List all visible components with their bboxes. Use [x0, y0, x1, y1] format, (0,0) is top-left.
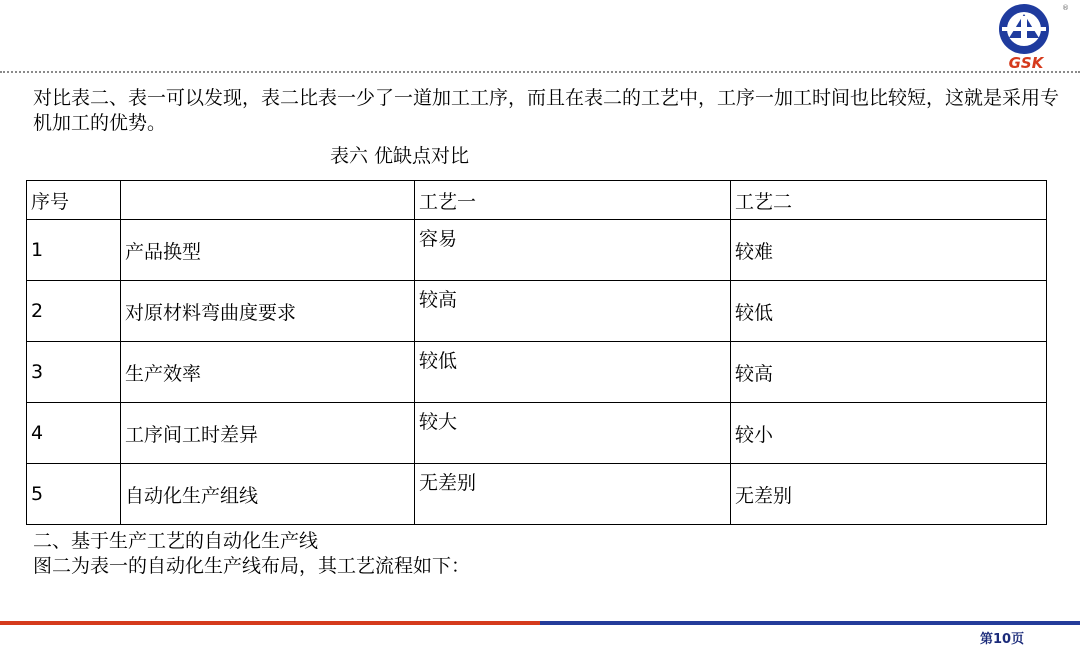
row-process-2: 无差别 — [731, 464, 1047, 525]
row-item: 自动化生产组线 — [121, 464, 415, 525]
table-row — [27, 403, 1047, 464]
comparison-table — [26, 180, 1047, 525]
footer-bar-blue — [540, 621, 1080, 625]
intro-paragraph: 对比表二、表一可以发现，表二比表一少了一道加工工序，而且在表二的工艺中，工序一加工时间也比较短，这就是采用专机加工的优势。 — [33, 87, 1060, 134]
row-process-2: 较高 — [731, 342, 1047, 403]
row-process-1: 容易 — [415, 220, 731, 281]
row-item: 对原材料弯曲度要求 — [121, 281, 415, 342]
header-process-2: 工艺二 — [731, 181, 1047, 220]
header-process-1: 工艺一 — [415, 181, 731, 220]
row-process-1: 较大 — [415, 403, 731, 464]
row-item: 工序间工时差异 — [121, 403, 415, 464]
table-row — [27, 281, 1047, 342]
row-no: 2 — [27, 281, 121, 342]
table-row — [27, 464, 1047, 525]
row-no: 1 — [27, 220, 121, 281]
row-no: 5 — [27, 464, 121, 525]
row-process-2: 较低 — [731, 281, 1047, 342]
header-item — [121, 181, 415, 220]
section-block — [33, 529, 470, 579]
section-heading: 二、基于生产工艺的自动化生产线 — [33, 530, 319, 552]
row-no: 3 — [27, 342, 121, 403]
table-row — [27, 220, 1047, 281]
gsk-logo — [984, 2, 1070, 70]
row-item: 生产效率 — [121, 342, 415, 403]
footer-bar-red — [0, 621, 540, 625]
row-process-2: 较难 — [731, 220, 1047, 281]
page-number: 第10页 — [980, 632, 1025, 647]
table-row — [27, 342, 1047, 403]
svg-text:GSK: GSK — [1008, 54, 1044, 70]
row-process-2: 较小 — [731, 403, 1047, 464]
table-header-row — [27, 181, 1047, 220]
section-text: 图二为表一的自动化生产线布局，其工艺流程如下： — [33, 555, 471, 577]
row-process-1: 较高 — [415, 281, 731, 342]
row-process-1: 无差别 — [415, 464, 731, 525]
row-no: 4 — [27, 403, 121, 464]
row-process-1: 较低 — [415, 342, 731, 403]
svg-text:®: ® — [1062, 4, 1069, 12]
header-no: 序号 — [27, 181, 121, 220]
row-item: 产品换型 — [121, 220, 415, 281]
header-divider — [0, 71, 1080, 73]
table-caption: 表六 优缺点对比 — [330, 145, 470, 167]
